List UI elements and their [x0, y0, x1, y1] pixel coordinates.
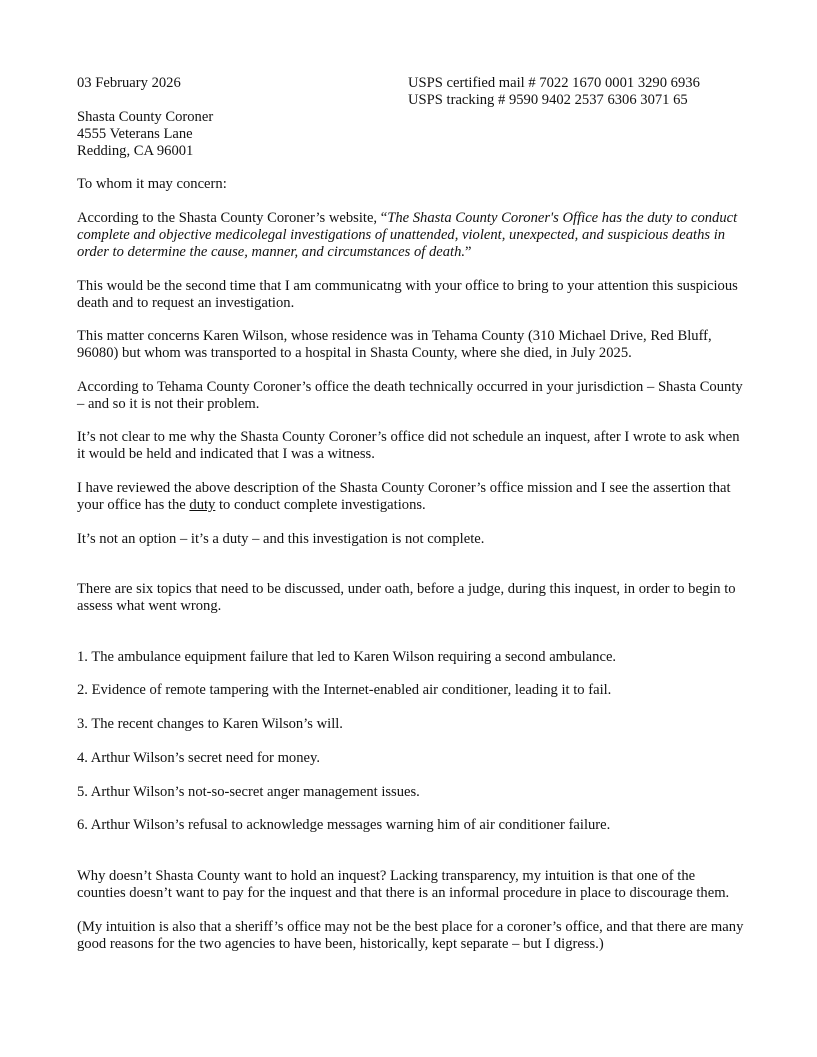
paragraph-why-no-inquest: Why doesn’t Shasta County want to hold an inquest? Lacking transparency, my intuition is that one of the counties doesn’t want to pay for the inquest and that there is an informal procedure in place to discourage them.	[77, 868, 730, 901]
paragraph-tehama-jurisdiction: According to Tehama County Coroner’s office the death technically occurred in your jurisdiction – Shasta County – and so it is not their problem.	[77, 379, 743, 412]
paragraph-sheriff-digression: (My intuition is also that a sheriff’s office may not be the best place for a coroner’s office, and that there are many good reasons for the two agencies to have been, historically, kept separate – but I digress.)	[77, 919, 744, 952]
duty-text-after: to conduct complete investigations.	[215, 497, 426, 513]
topic-item: 1. The ambulance equipment failure that led to Karen Wilson requiring a second ambulance.	[77, 649, 617, 665]
topic-item: 3. The recent changes to Karen Wilson’s will.	[77, 716, 343, 732]
paragraph-matter-concerns: This matter concerns Karen Wilson, whose residence was in Tehama County (310 Michael Drive, Red Bluff, 96080) but whom was transported to a hospital in Shasta County, where she died, in July 2025.	[77, 328, 712, 361]
recipient-city: Redding, CA 96001	[77, 143, 194, 159]
salutation: To whom it may concern:	[77, 176, 227, 192]
recipient-street: 4555 Veterans Lane	[77, 126, 193, 142]
recipient-name: Shasta County Coroner	[77, 109, 214, 125]
topic-item: 2. Evidence of remote tampering with the Internet-enabled air conditioner, leading it to fail.	[77, 682, 612, 698]
duty-underlined: duty	[189, 497, 216, 513]
paragraph-duty-assertion	[77, 480, 747, 514]
duty-text-before: I have reviewed the above description of the Shasta County Coroner’s office mission and I see the assertion that your office has the	[77, 480, 731, 513]
recipient-address	[77, 109, 213, 160]
paragraph-not-an-option: It’s not an option – it’s a duty – and this investigation is not complete.	[77, 531, 485, 547]
letter-date: 03 February 2026	[77, 75, 181, 91]
mailing-info	[408, 75, 788, 109]
certified-mail-number: USPS certified mail # 7022 1670 0001 3290 6936	[408, 75, 700, 91]
coroner-mission-quote: The Shasta County Coroner's Office has the duty to conduct complete and objective medicolegal investigations of unattended, violent, unexpected, and suspicious deaths in order to determine the cause, manner, and circumstances of death.	[77, 210, 738, 260]
topic-item: 5. Arthur Wilson’s not-so-secret anger management issues.	[77, 784, 420, 800]
paragraph-six-topics: There are six topics that need to be discussed, under oath, before a judge, during this inquest, in order to begin to assess what went wrong.	[77, 581, 736, 614]
paragraph-website-quote	[77, 210, 747, 261]
quote-close: ”	[465, 244, 472, 260]
quote-lead: According to the Shasta County Coroner’s website, “	[77, 210, 388, 226]
paragraph-no-inquest: It’s not clear to me why the Shasta County Coroner’s office did not schedule an inquest, after I wrote to ask when it would be held and indicated that I was a witness.	[77, 429, 740, 462]
paragraph-second-communication: This would be the second time that I am communicatng with your office to bring to your attention this suspicious death and to request an investigation.	[77, 278, 738, 311]
topic-item: 4. Arthur Wilson’s secret need for money.	[77, 750, 320, 766]
tracking-number: USPS tracking # 9590 9402 2537 6306 3071 65	[408, 92, 688, 108]
topic-item: 6. Arthur Wilson’s refusal to acknowledge messages warning him of air conditioner failure.	[77, 817, 611, 833]
